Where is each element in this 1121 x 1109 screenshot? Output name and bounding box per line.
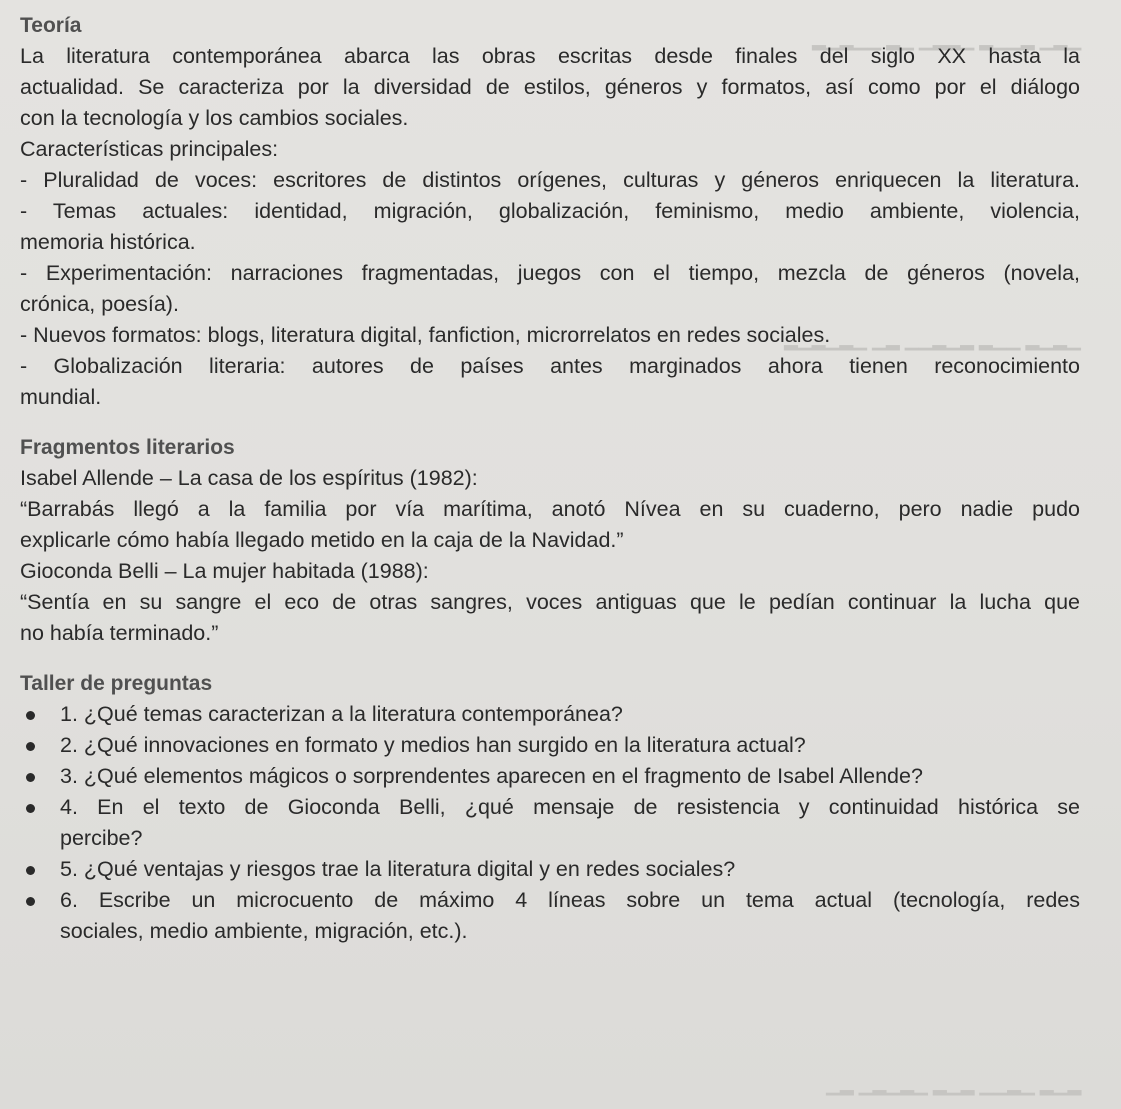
characteristic-line: - Temas actuales: identidad, migración, globalización, feminismo, medio ambiente, violencia, — [20, 199, 1080, 223]
question-item — [20, 699, 1080, 730]
characteristic-line: memoria histórica. — [20, 230, 196, 254]
bullet-icon — [26, 711, 35, 720]
document-content — [20, 10, 1080, 947]
fragment-quote-line: “Barrabás llegó a la familia por vía marítima, anotó Nívea en su cuaderno, pero nadie pudo — [20, 497, 1080, 521]
characteristic-line: - Globalización literaria: autores de países antes marginados ahora tienen reconocimiento — [20, 354, 1080, 378]
workshop-heading: Taller de preguntas — [20, 672, 213, 695]
show-through-texture: ▁▂▁▂ ▁▁▂ ▂▁▂▁▁ ▂▁ ▁▂▁▂▁▂ — [784, 330, 1081, 350]
characteristics-heading: Características principales: — [20, 137, 279, 161]
fragment-quote-line: no había terminado.” — [20, 621, 219, 645]
characteristic-item — [20, 351, 1080, 413]
characteristic-line: - Pluralidad de voces: escritores de distintos orígenes, culturas y géneros enriquecen la literatura. — [20, 168, 1080, 192]
question-item — [20, 792, 1080, 854]
question-line: 4. En el texto de Gioconda Belli, ¿qué mensaje de resistencia y continuidad histórica se — [20, 792, 1080, 823]
characteristics-list — [20, 165, 1080, 413]
questions-list — [20, 699, 1080, 947]
theory-heading: Teoría — [20, 14, 82, 37]
characteristic-item — [20, 320, 1080, 351]
fragment-quote-line: “Sentía en su sangre el eco de otras sangres, voces antiguas que le pedían continuar la lucha que — [20, 590, 1080, 614]
question-line: 6. Escribe un microcuento de máximo 4 líneas sobre un tema actual (tecnología, redes — [20, 885, 1080, 916]
theory-intro — [20, 41, 1080, 134]
characteristic-item — [20, 196, 1080, 258]
characteristic-line: - Nuevos formatos: blogs, literatura digital, fanfiction, microrrelatos en redes sociales. — [20, 323, 831, 347]
fragment-item — [20, 463, 1080, 556]
fragment-source: Gioconda Belli – La mujer habitada (1988): — [20, 559, 429, 583]
show-through-texture: ▂▁▂ ▁▂▁▁ ▂▁▂ ▁▂▁▂▁ ▂▁ — [825, 1075, 1081, 1095]
fragments-heading: Fragmentos literarios — [20, 436, 235, 459]
bullet-icon — [26, 897, 35, 906]
question-item — [20, 885, 1080, 947]
fragment-quote-line: explicarle cómo había llegado metido en la caja de la Navidad.” — [20, 528, 624, 552]
question-line: sociales, medio ambiente, migración, etc.). — [60, 919, 468, 943]
paragraph-line: La literatura contemporánea abarca las obras escritas desde finales del siglo XX hasta la — [20, 44, 1080, 68]
show-through-texture: ▁▂▁ ▂▁▁▂ ▁▂▂▁ ▁▂ ▁▁▂▁▂ — [811, 30, 1081, 50]
paragraph-line: con la tecnología y los cambios sociales. — [20, 106, 409, 130]
bullet-icon — [26, 804, 35, 813]
question-line: 5. ¿Qué ventajas y riesgos trae la literatura digital y en redes sociales? — [20, 854, 1080, 885]
question-line: 3. ¿Qué elementos mágicos o sorprendentes aparecen en el fragmento de Isabel Allende? — [20, 761, 1080, 792]
fragment-item — [20, 556, 1080, 649]
question-item — [20, 761, 1080, 792]
bullet-icon — [26, 773, 35, 782]
question-line: 2. ¿Qué innovaciones en formato y medios han surgido en la literatura actual? — [20, 730, 1080, 761]
bullet-icon — [26, 866, 35, 875]
fragment-source: Isabel Allende – La casa de los espíritus (1982): — [20, 466, 478, 490]
question-item — [20, 854, 1080, 885]
characteristic-line: crónica, poesía). — [20, 292, 179, 316]
paragraph-line: actualidad. Se caracteriza por la diversidad de estilos, géneros y formatos, así como por el diálogo — [20, 75, 1080, 99]
characteristic-item — [20, 258, 1080, 320]
characteristic-item — [20, 165, 1080, 196]
question-item — [20, 730, 1080, 761]
characteristic-line: - Experimentación: narraciones fragmentadas, juegos con el tiempo, mezcla de géneros (novela, — [20, 261, 1080, 285]
question-line: percibe? — [60, 826, 143, 850]
characteristic-line: mundial. — [20, 385, 102, 409]
bullet-icon — [26, 742, 35, 751]
question-line: 1. ¿Qué temas caracterizan a la literatura contemporánea? — [20, 699, 1080, 730]
